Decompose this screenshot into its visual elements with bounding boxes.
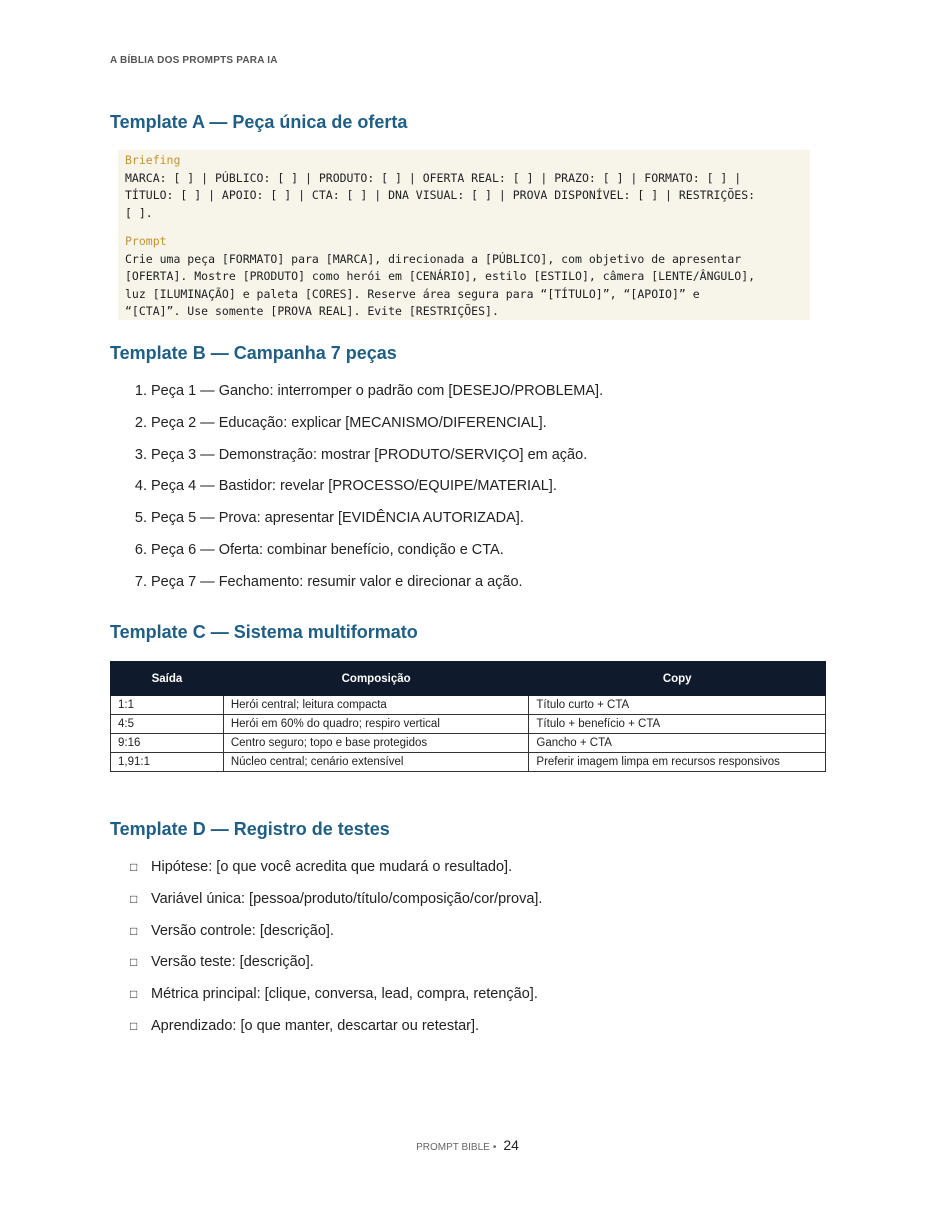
checklist-item-text: Hipótese: [o que você acredita que mudará o resultado]. xyxy=(151,859,513,875)
list-item: 2. Peça 2 — Educação: explicar [MECANISMO/DIFERENCIAL]. xyxy=(151,413,851,445)
table-cell: Herói central; leitura compacta xyxy=(223,696,529,715)
prompt-line: Crie uma peça [FORMATO] para [MARCA], direcionada a [PÚBLICO], com objetivo de apresentar xyxy=(125,251,742,266)
checkbox-icon: □ xyxy=(130,891,138,906)
briefing-line: TÍTULO: [ ] | APOIO: [ ] | CTA: [ ] | DNA VISUAL: [ ] | PROVA DISPONÍVEL: [ ] | RESTRIÇÕES: xyxy=(125,188,756,202)
table-header-row xyxy=(111,662,826,696)
column-header: Composição xyxy=(223,662,529,696)
table-cell: Herói em 60% do quadro; respiro vertical xyxy=(223,715,529,734)
briefing-line: MARCA: [ ] | PÚBLICO: [ ] | PRODUTO: [ ] | OFERTA REAL: [ ] | PRAZO: [ ] | FORMATO: [ ] | xyxy=(125,170,742,185)
prompt-line: “[CTA]”. Use somente [PROVA REAL]. Evite [RESTRIÇÕES]. xyxy=(125,304,499,318)
table-cell: Gancho + CTA xyxy=(529,734,826,753)
table-cell: Núcleo central; cenário extensível xyxy=(223,753,529,772)
table-row xyxy=(111,696,826,715)
checklist-item xyxy=(130,952,830,984)
test-log-checklist xyxy=(130,857,830,1048)
table-cell: Título curto + CTA xyxy=(529,696,826,715)
column-header: Saída xyxy=(111,662,224,696)
footer-label: PROMPT BIBLE xyxy=(416,1142,490,1153)
table-row xyxy=(111,715,826,734)
template-b-heading: Template B — Campanha 7 peças xyxy=(110,343,397,363)
list-item: 3. Peça 3 — Demonstração: mostrar [PRODUTO/SERVIÇO] em ação. xyxy=(151,445,851,477)
page-footer xyxy=(0,1137,935,1153)
checklist-item xyxy=(130,1016,830,1048)
table-cell: Centro seguro; topo e base protegidos xyxy=(223,734,529,753)
column-header: Copy xyxy=(529,662,826,696)
checklist-item-text: Métrica principal: [clique, conversa, lead, compra, retenção]. xyxy=(151,986,538,1003)
prompt-line: luz [ILUMINAÇÃO] e paleta [CORES]. Reserve área segura para “[TÍTULO]”, “[APOIO]” e xyxy=(125,286,700,301)
checklist-item-text: Versão controle: [descrição]. xyxy=(151,922,334,939)
template-a-heading: Template A — Peça única de oferta xyxy=(110,112,408,132)
table-row xyxy=(111,753,826,772)
template-d-heading: Template D — Registro de testes xyxy=(110,819,390,839)
checklist-item xyxy=(130,921,830,953)
checkbox-icon: □ xyxy=(130,860,138,874)
list-item: 7. Peça 7 — Fechamento: resumir valor e direcionar a ação. xyxy=(151,572,851,604)
checklist-item-text: Versão teste: [descrição]. xyxy=(151,954,314,971)
checkbox-icon: □ xyxy=(130,955,138,970)
table-cell: Preferir imagem limpa em recursos responsivos xyxy=(529,753,826,772)
list-item: 1. Peça 1 — Gancho: interromper o padrão com [DESEJO/PROBLEMA]. xyxy=(151,381,851,413)
table-row xyxy=(111,734,826,753)
table-cell: 4:5 xyxy=(111,715,224,734)
briefing-label: Briefing xyxy=(125,153,181,167)
campaign-steps-list xyxy=(110,381,851,604)
prompt-label: Prompt xyxy=(125,234,167,248)
checklist-item xyxy=(130,984,830,1016)
checklist-item-text: Aprendizado: [o que manter, descartar ou retestar]. xyxy=(151,1017,480,1034)
list-item: 4. Peça 4 — Bastidor: revelar [PROCESSO/EQUIPE/MATERIAL]. xyxy=(151,476,851,508)
checkbox-icon: □ xyxy=(130,987,138,1002)
running-header: A BÍBLIA DOS PROMPTS PARA IA xyxy=(110,55,278,66)
checklist-item-text: Variável única: [pessoa/produto/título/composição/cor/prova]. xyxy=(151,890,543,907)
list-item: 6. Peça 6 — Oferta: combinar benefício, condição e CTA. xyxy=(151,540,851,572)
checkbox-icon: □ xyxy=(130,1018,138,1033)
table-cell: Título + benefício + CTA xyxy=(529,715,826,734)
template-c-heading: Template C — Sistema multiformato xyxy=(110,622,418,642)
checklist-item xyxy=(130,889,830,921)
checkbox-icon: □ xyxy=(130,923,138,938)
prompt-line: [OFERTA]. Mostre [PRODUTO] como herói em [CENÁRIO], estilo [ESTILO], câmera [LENTE/ÂNGULO], xyxy=(125,269,756,283)
checklist-item xyxy=(130,857,830,889)
template-a-code-block xyxy=(118,150,810,320)
page-number: 24 xyxy=(503,1137,519,1153)
table-cell: 9:16 xyxy=(111,734,224,753)
briefing-line: [ ]. xyxy=(125,205,153,220)
multiformat-table xyxy=(110,661,826,772)
table-cell: 1:1 xyxy=(111,696,224,715)
table-cell: 1,91:1 xyxy=(111,753,224,772)
footer-separator: • xyxy=(492,1142,497,1153)
list-item: 5. Peça 5 — Prova: apresentar [EVIDÊNCIA AUTORIZADA]. xyxy=(151,508,851,540)
